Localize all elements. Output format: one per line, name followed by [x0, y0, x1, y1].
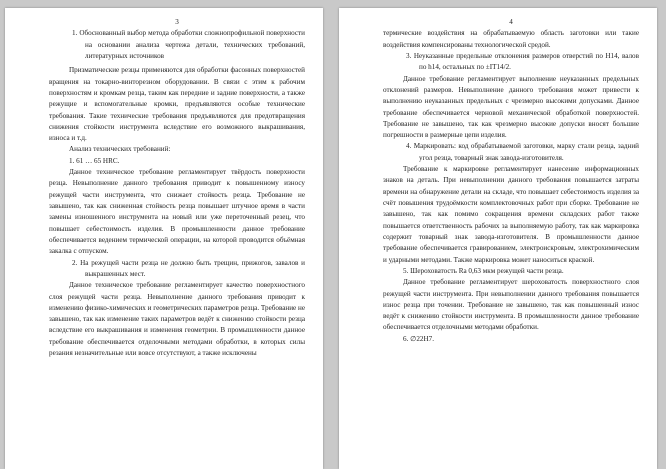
paragraph: Данное техническое требование регламентирует качество поверхностного слоя режущей части резца. Невыполнение данного требования приводит к изменению физико-химических и геометрических параметров резца. Требование не завышено, так как изменение таких параметров ведёт к снижению стойкости резца вследствие его выкрашивания и изменения геометрии. В промышленности данное требование обеспечивается отделочными методами обработки, в которых силы резания незначительные или вовсе отсутствуют, а также исключены	[49, 281, 305, 358]
paragraph: Данное требование регламентирует выполнение неуказанных предельных отклонений размеров. Невыполнение данного требования может привести к выполнению неуказанных предельных с чрезмерно высокими допусками. Данное требование обеспечивается черновой механической обработкой поверхностей. Требование не завышено, так как чрезмерно высокие допуски вносят большие погрешности в размерные цепи изделия.	[383, 74, 639, 140]
paragraph: Данное требование регламентирует шероховатость поверхностного слоя режущей части инструмента. При невыполнении данного требования повышается износ резца при точении. Требование не завышено, так как повышенный износ ведёт к снижению стойкости инструмента. В промышленности данное требование обеспечивается отделочными методами обработки.	[383, 278, 639, 332]
paragraph: Данное техническое требование регламентирует твёрдость поверхности резца. Невыполнение данного требования приводит к повышенному износу режущей части инструмента, что снижает стойкость резца. Требование не завышено, так как сниженная стойкость резца повышает штучное время в части замены изношенного инструмента на новый или уже переточенный резец, что повышает себестоимость изделия. В промышленности данное требование обеспечивается ведением термической операции, на которой проводится объёмная закалка с отпуском.	[49, 168, 305, 256]
document-page	[5, 8, 323, 469]
page-content	[49, 17, 305, 359]
paragraph: Анализ технических требований:	[69, 145, 171, 154]
list-item: 1. 61 … 65 HRC.	[69, 156, 120, 165]
document-page	[339, 8, 657, 469]
list-item: 2. На режущей части резца не должно быть трещин, прижогов, завалов и выкрашенных мест.	[72, 258, 305, 278]
paragraph: Призматические резцы применяются для обработки фасонных поверхностей вращения на токарно-винторезном оборудовании. В связи с этим к рабочим поверхностям и кромкам резца, таким как передние и задние поверхности, а также режущие и вспомогательные кромки, предъявляются особые технические требования. Такие технические требования предъявляются для предотвращения снижения стойкости инструмента вследствие его возможного выкрашивания, износа и т.д.	[49, 66, 305, 143]
paragraph: термические воздействия на обрабатываемую область заготовки или такие воздействия компенсированы технологической средой.	[383, 29, 639, 49]
paragraph: Требование к маркировке регламентирует нанесение информационных знаков на деталь. При невыполнении данного требования повышается затраты времени на обнаружение детали на складе, что повышает себестоимость изделия за счёт повышения трудоёмкости комплектовочных работ при сборке. Требование не завышено, так как помимо сокращения времени складских работ также повышается ответственность рабочих за выполняемую работу, так как маркировка содержит товарный знак завода-изготовителя. В промышленности данное требование обеспечивается гравированием, электроискровым, электрохимическим и ударными методами. Также маркировка может наноситься краской.	[383, 165, 639, 264]
list-item: 6. ∅22H7.	[403, 334, 435, 343]
page-number: 4	[509, 18, 513, 26]
section-heading: 1. Обоснованный выбор метода обработки сложнопрофильной поверхности на основании анализа чертежа детали, технических требований, литературных источников	[72, 29, 305, 60]
page-number: 3	[175, 18, 179, 26]
list-item: 3. Неуказанные предельные отклонения размеров отверстий по H14, валов по h14, остальных по ±IT14/2.	[406, 51, 639, 72]
list-item: 5. Шероховатость Ra 0,63 мкм режущей части резца.	[403, 266, 564, 275]
page-content	[383, 17, 639, 345]
list-item: 4. Маркировать: код обрабатываемой заготовки, марку стали резца, задний угол резца, товарный знак завода-изготовителя.	[406, 142, 639, 162]
